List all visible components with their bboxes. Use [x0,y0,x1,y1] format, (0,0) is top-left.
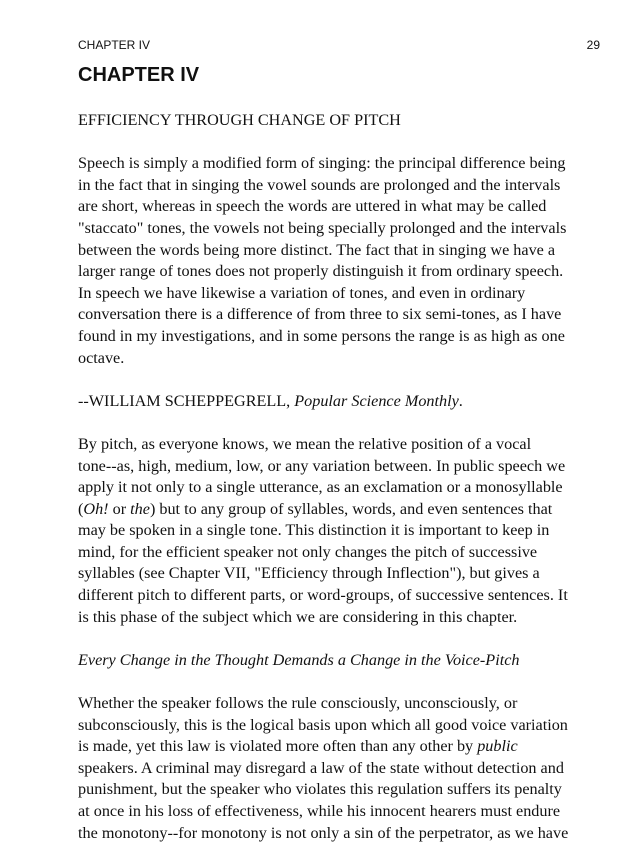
running-header [78,38,600,52]
quote-line: in the fact that in singing the vowel sounds are prolonged and the intervals [78,175,561,194]
paragraph-line: apply it not only to a single utterance, as an exclamation or a monosyllable [78,478,563,497]
section-title [78,110,604,132]
paragraph-line: syllables (see Chapter VII, "Efficiency through Inflection"), but gives a [78,564,540,583]
attribution-line [78,391,604,413]
text-fragment: ) but to any group of syllables, words, and even sentences that [149,499,553,518]
quote-line: found in my investigations, and in some persons the range is as high as one [78,326,565,345]
section-title-text: EFFICIENCY THROUGH CHANGE OF PITCH [78,111,401,129]
paragraph-line: subconsciously, this is the logical basis upon which all good voice variation [78,715,568,734]
attribution-end: . [458,391,463,410]
quote-line: between the words being more distinct. The fact that in singing we have a [78,240,556,259]
paragraph-line: Whether the speaker follows the rule consciously, unconsciously, or [78,694,518,713]
quote-line: In speech we have likewise a variation of tones, and even in ordinary [78,283,526,302]
running-title: CHAPTER IV [78,38,151,52]
quote-line: are short, whereas in speech the words are uttered in what may be called [78,197,547,216]
attribution-author: --WILLIAM SCHEPPEGRELL, [78,391,295,410]
body-text [78,110,604,866]
subheading-text: Every Change in the Thought Demands a Change in the Voice-Pitch [78,650,520,669]
chapter-title: CHAPTER IV [78,64,200,86]
paragraph-line: speakers. A criminal may disregard a law of the state without detection and [78,758,564,777]
attribution-source: Popular Science Monthly [294,391,459,410]
paragraph-line [78,499,604,521]
paragraph-rule [78,693,604,844]
attribution [78,391,604,413]
quote-line: "staccato" tones, the vowels not being specially prolonged and the intervals [78,218,567,237]
paragraph-line: is this phase of the subject which we are considering in this chapter. [78,607,518,626]
paragraph-line [78,736,604,758]
paragraph-pitch [78,434,604,628]
italic-public: public [477,737,518,756]
paragraph-line: tone--as, high, medium, low, or any variation between. In public speech we [78,456,566,475]
quote-line: larger range of tones does not properly distinguish it from ordinary speech. [78,262,564,281]
quote-line: conversation there is a difference of from three to six semi-tones, as I have [78,305,562,324]
paragraph-line: By pitch, as everyone knows, we mean the relative position of a vocal [78,434,532,453]
paragraph-line: the monotony--for monotony is not only a sin of the perpetrator, as we have [78,823,569,842]
quote-line: octave. [78,348,125,367]
quote-line: Speech is simply a modified form of singing: the principal difference being [78,154,566,173]
paragraph-line: may be spoken in a single tone. This distinction it is important to keep in [78,521,550,540]
text-fragment: or [108,499,131,518]
paragraph-line: mind, for the efficient speaker not only changes the pitch of successive [78,542,538,561]
subheading [78,650,604,672]
paragraph-line: at once in his loss of effectiveness, while his innocent hearers must endure [78,802,561,820]
paragraph-line: punishment, but the speaker who violates this regulation suffers its penalty [78,780,562,799]
text-fragment: ( [78,499,84,518]
text-fragment: is made, yet this law is violated more often than any other by [78,737,478,756]
page-number: 29 [586,38,600,52]
italic-oh: Oh! [83,499,109,518]
italic-the: the [130,499,150,518]
paragraph-line: different pitch to different parts, or word-groups, of successive sentences. It [78,586,568,605]
quote-paragraph [78,153,604,369]
